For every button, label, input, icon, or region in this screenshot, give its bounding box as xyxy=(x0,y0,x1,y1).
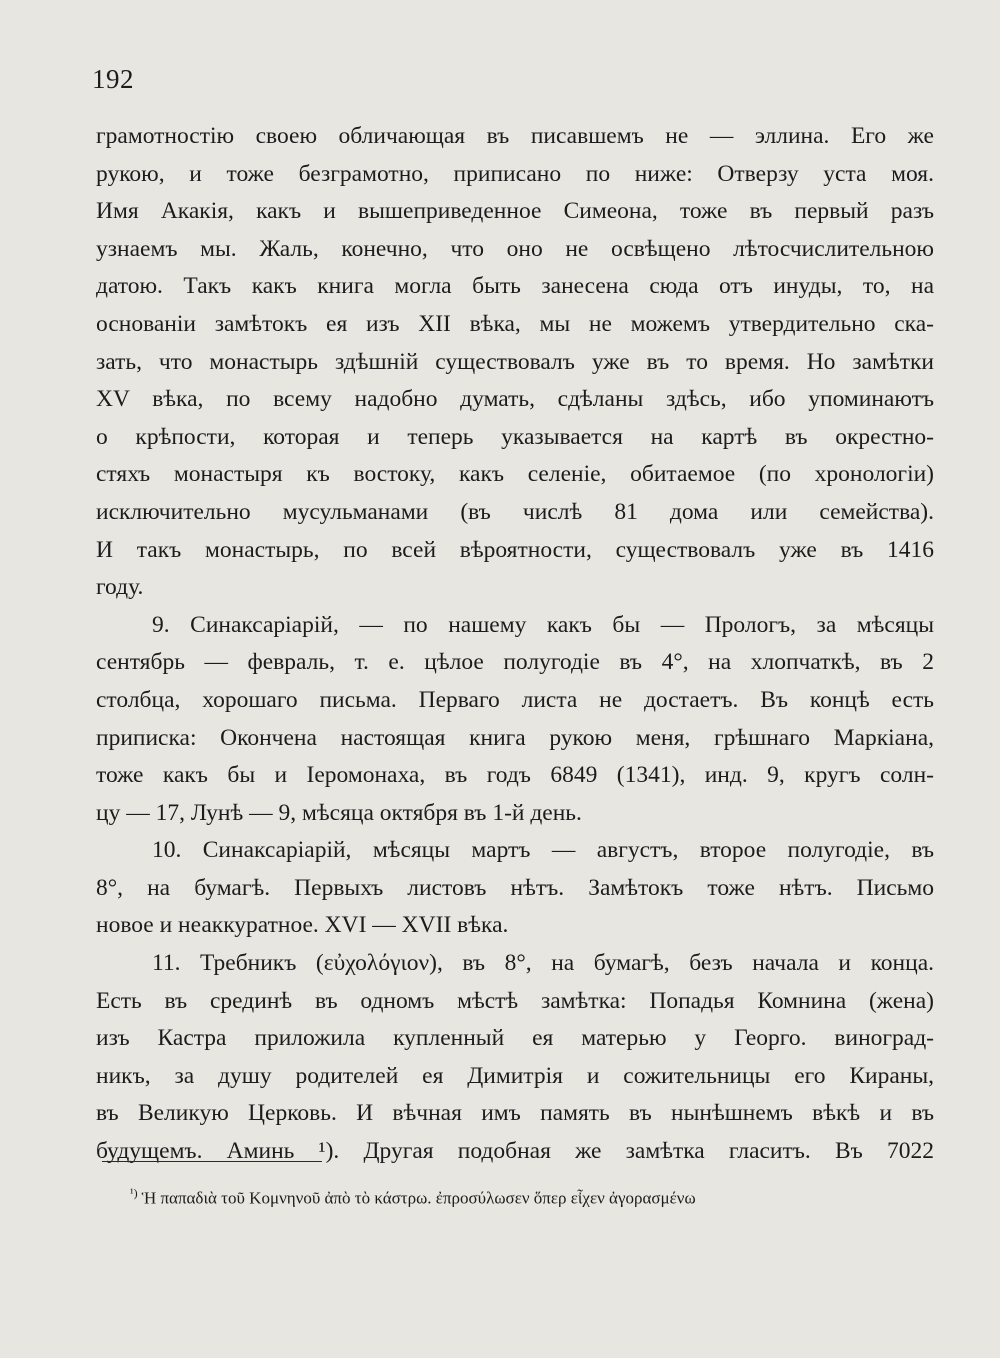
text-line: тоже какъ бы и Іеромонаха, въ годъ 6849 (1341), инд. 9, кругъ солн- xyxy=(96,762,934,789)
text-line: основаніи замѣтокъ ея изъ XII вѣка, мы не можемъ утвердительно ска- xyxy=(96,310,934,337)
text-line: столбца, хорошаго письма. Перваго листа не достаетъ. Въ концѣ есть xyxy=(96,686,934,713)
text-line: сентябрь — февраль, т. е. цѣлое полугодіе въ 4°, на хлопчаткѣ, въ 2 xyxy=(96,649,934,676)
text-line: въ Великую Церковь. И вѣчная имъ память въ нынѣшнемъ вѣкѣ и въ xyxy=(96,1100,934,1127)
text-line: изъ Кастра приложила купленный ея матерью у Георго. виноград- xyxy=(96,1025,934,1052)
text-line: году. xyxy=(96,574,144,601)
footnote-text: Ἡ παπαδιὰ τοῦ Κομνηνοῦ ἀπὸ τὸ κάστρω. ἐπροσύλωσεν ὅπερ εἶχεν ἀγορασμένω xyxy=(141,1188,696,1208)
text-line: И такъ монастырь, по всей вѣроятности, существовалъ уже въ 1416 xyxy=(96,536,934,563)
entry-9-line: 9. Синаксаріарій, — по нашему какъ бы — Прологъ, за мѣсяцы xyxy=(152,611,934,638)
text-line: узнаемъ мы. Жаль, конечно, что оно не освѣщено лѣтосчислительною xyxy=(96,235,934,262)
text-line: новое и неаккуратное. XVI — XVII вѣка. xyxy=(96,912,509,939)
text-line: 8°, на бумагѣ. Первыхъ листовъ нѣтъ. Замѣтокъ тоже нѣтъ. Письмо xyxy=(96,874,934,901)
entry-11-line: 11. Требникъ (εὐχολόγιον), въ 8°, на бумагѣ, безъ начала и конца. xyxy=(152,950,934,977)
footnote-marker: ¹) xyxy=(130,1186,138,1200)
text-line: грамотностію своею обличающая въ писавшемъ не — эллина. Его же xyxy=(96,123,934,149)
text-line: будущемъ. Аминь ¹). Другая подобная же замѣтка гласитъ. Въ 7022 xyxy=(96,1138,934,1165)
text-line: стяхъ монастыря къ востоку, какъ селеніе, обитаемое (по хронологіи) xyxy=(96,461,934,488)
text-line: XV вѣка, по всему надобно думать, сдѣланы здѣсь, ибо упоминаютъ xyxy=(96,386,934,413)
text-line: датою. Такъ какъ книга могла быть занесена сюда отъ инуды, то, на xyxy=(96,273,934,300)
footnote-divider xyxy=(102,1161,322,1162)
entry-10-line: 10. Синаксаріарій, мѣсяцы мартъ — августъ, второе полугодіе, въ xyxy=(152,837,934,864)
body-text xyxy=(96,118,934,1171)
text-line: исключительно мусульманами (въ числѣ 81 дома или семейства). xyxy=(96,498,934,525)
text-line: рукою, и тоже безграмотно, приписано по ниже: Отверзу уста моя. xyxy=(96,160,934,187)
footnote xyxy=(130,1186,940,1209)
text-line: о крѣпости, которая и теперь указывается на картѣ въ окрестно- xyxy=(96,423,934,450)
text-line: Имя Акакія, какъ и вышеприведенное Симеона, тоже въ первый разъ xyxy=(96,198,934,225)
text-line: никъ, за душу родителей ея Димитрія и сожительницы его Кираны, xyxy=(96,1062,934,1089)
text-line: цу — 17, Лунѣ — 9, мѣсяца октября въ 1-й день. xyxy=(96,799,582,826)
text-line: приписка: Окончена настоящая книга рукою меня, грѣшнаго Маркіана, xyxy=(96,724,934,751)
text-line: зать, что монастырь здѣшній существовалъ уже въ то время. Но замѣтки xyxy=(96,348,934,375)
text-line: Есть въ срединѣ въ одномъ мѣстѣ замѣтка: Попадья Комнина (жена) xyxy=(96,987,934,1014)
page-number: 192 xyxy=(92,64,134,94)
